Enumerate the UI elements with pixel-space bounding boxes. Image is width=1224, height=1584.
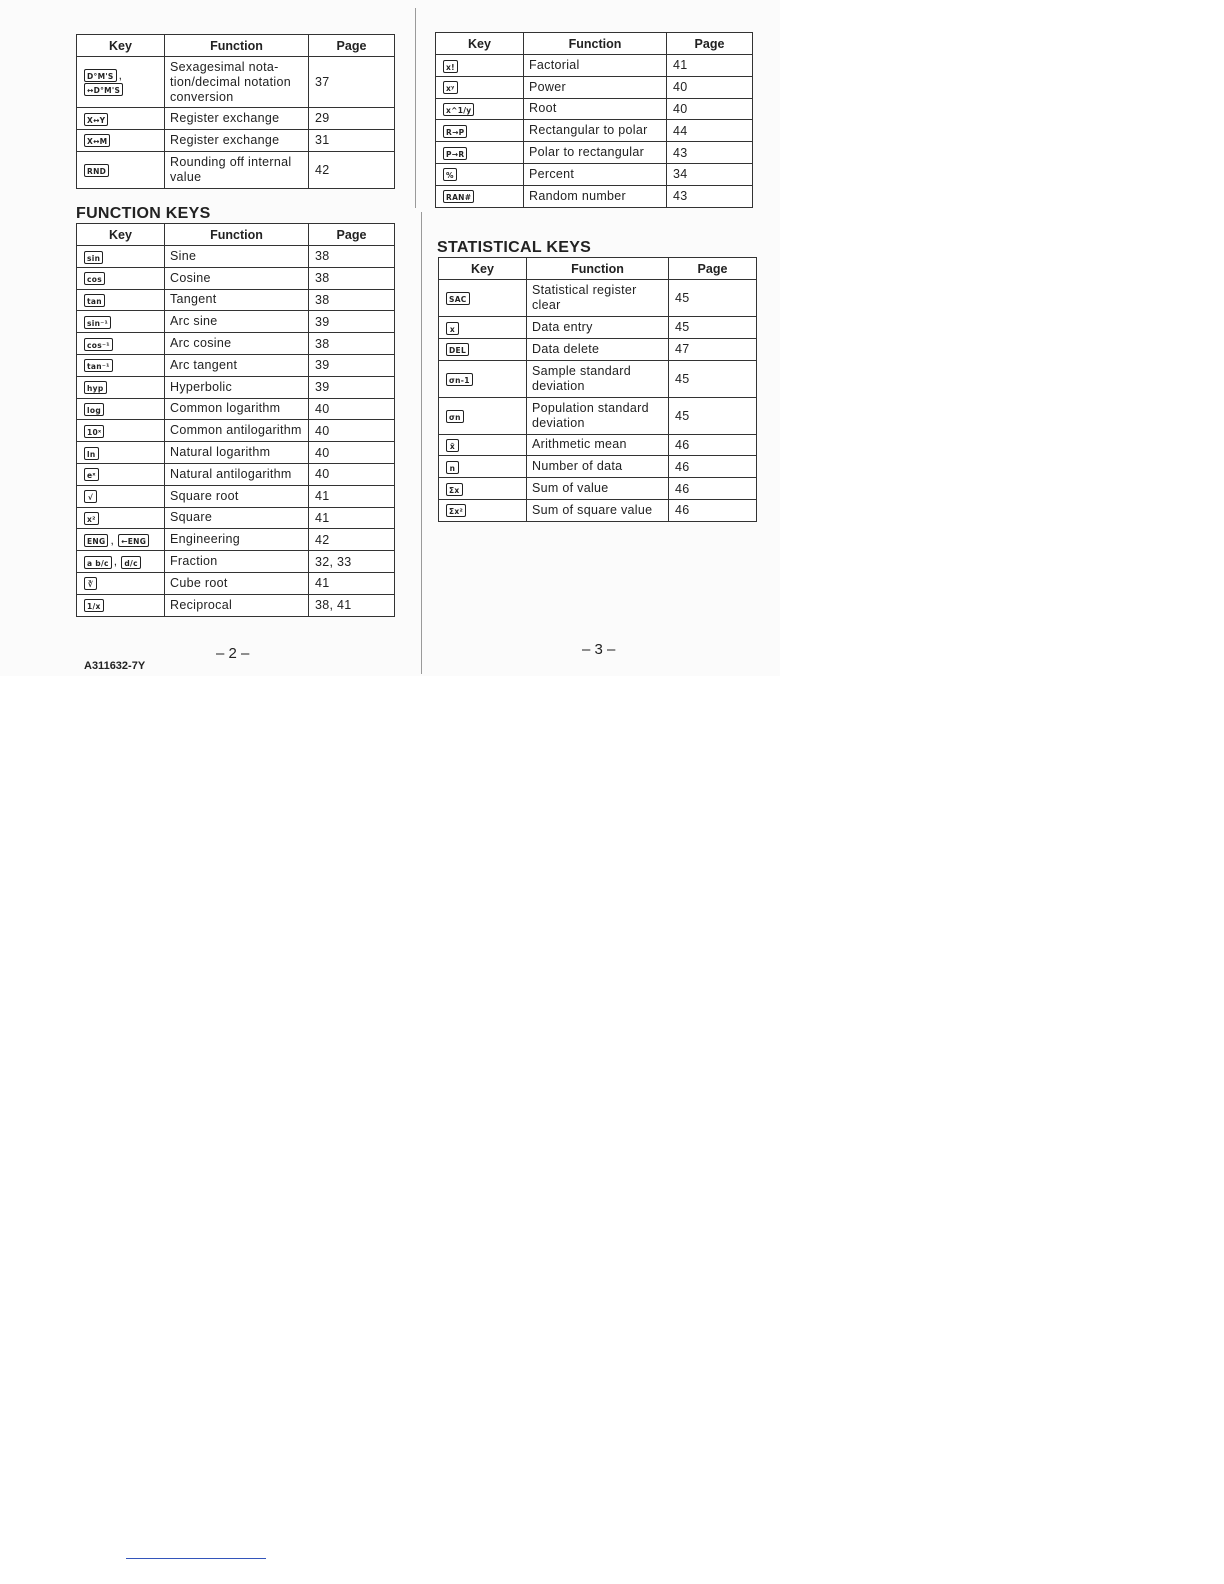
function-cell: Rectangular to polar xyxy=(524,120,667,142)
calculator-key-icon: tan xyxy=(84,294,105,307)
function-cell: Register exchange xyxy=(165,129,309,151)
function-cell: Percent xyxy=(524,163,667,185)
table-row xyxy=(77,108,395,130)
key-cell xyxy=(439,338,527,360)
key-cell xyxy=(439,280,527,317)
page-cell: 46 xyxy=(669,478,757,500)
function-cell: Arc sine xyxy=(165,311,309,333)
column-header-function: Function xyxy=(165,224,309,246)
key-cell xyxy=(439,456,527,478)
key-cell xyxy=(439,397,527,434)
table-row xyxy=(77,333,395,355)
key-cell xyxy=(77,485,165,507)
calculator-key-icon: a b/c xyxy=(84,556,112,569)
calculator-key-icon: σn xyxy=(446,410,464,423)
function-cell: Sexagesimal nota-tion/decimal notation conversion xyxy=(165,57,309,108)
calculator-key-icon: RND xyxy=(84,164,109,177)
page-cell: 45 xyxy=(669,397,757,434)
calculator-key-icon: % xyxy=(443,168,457,181)
page-cell: 43 xyxy=(667,185,753,207)
key-cell xyxy=(77,594,165,616)
function-cell: Sample standard deviation xyxy=(527,360,669,397)
key-cell xyxy=(77,442,165,464)
key-cell xyxy=(77,529,165,551)
key-cell xyxy=(439,434,527,456)
footer-rule xyxy=(126,1558,266,1559)
page-cell: 41 xyxy=(309,572,395,594)
page-cell: 41 xyxy=(309,507,395,529)
function-cell: Sine xyxy=(165,246,309,268)
calculator-key-icon: x xyxy=(446,322,459,335)
column-header-key: Key xyxy=(77,35,165,57)
calculator-key-icon: n xyxy=(446,461,459,474)
key-separator: , xyxy=(113,554,118,569)
table-row xyxy=(77,398,395,420)
function-cell: Data entry xyxy=(527,317,669,339)
key-cell xyxy=(439,478,527,500)
column-header-page: Page xyxy=(309,224,395,246)
function-cell: Arc tangent xyxy=(165,354,309,376)
table-row xyxy=(436,185,753,207)
column-header-page: Page xyxy=(309,35,395,57)
table-row xyxy=(77,572,395,594)
function-cell: Square xyxy=(165,507,309,529)
function-cell: Square root xyxy=(165,485,309,507)
calculator-key-icon: xʸ xyxy=(443,81,458,94)
calculator-key-icon: P→R xyxy=(443,147,467,160)
page-cell: 40 xyxy=(667,76,753,98)
table-row xyxy=(77,463,395,485)
page-cell: 46 xyxy=(669,499,757,521)
calculator-key-icon: X↔Y xyxy=(84,113,108,126)
page-cell: 39 xyxy=(309,354,395,376)
page-cell: 38 xyxy=(309,333,395,355)
page-divider-upper xyxy=(415,8,416,208)
key-separator: , xyxy=(118,67,123,82)
calculator-key-icon: D°M'S xyxy=(84,69,117,82)
table-header-row xyxy=(77,35,395,57)
calculator-key-icon: ln xyxy=(84,447,99,460)
function-cell: Cube root xyxy=(165,572,309,594)
column-header-key: Key xyxy=(77,224,165,246)
function-cell: Natural antilogarithm xyxy=(165,463,309,485)
calculator-key-icon: tan⁻¹ xyxy=(84,359,113,372)
page-cell: 34 xyxy=(667,163,753,185)
calculator-key-icon: R→P xyxy=(443,125,467,138)
key-cell xyxy=(77,354,165,376)
function-cell: Root xyxy=(524,98,667,120)
function-cell: Engineering xyxy=(165,529,309,551)
key-cell xyxy=(436,120,524,142)
function-cell: Hyperbolic xyxy=(165,376,309,398)
page-cell: 42 xyxy=(309,529,395,551)
table-row xyxy=(77,529,395,551)
key-cell xyxy=(77,267,165,289)
table-row xyxy=(439,456,757,478)
function-cell: Common logarithm xyxy=(165,398,309,420)
calculator-key-icon: sin⁻¹ xyxy=(84,316,111,329)
key-cell xyxy=(436,98,524,120)
statistical-keys-heading: STATISTICAL KEYS xyxy=(437,239,592,256)
right-key-table xyxy=(435,32,753,208)
table-row xyxy=(436,142,753,164)
column-header-function: Function xyxy=(524,33,667,55)
function-cell: Random number xyxy=(524,185,667,207)
page-cell: 40 xyxy=(309,420,395,442)
page-cell: 41 xyxy=(667,55,753,77)
page-cell: 40 xyxy=(309,398,395,420)
function-keys-table xyxy=(76,223,395,617)
calculator-key-icon: DEL xyxy=(446,343,469,356)
calculator-key-icon: x^1/y xyxy=(443,103,474,116)
key-cell xyxy=(77,129,165,151)
key-cell xyxy=(77,398,165,420)
key-separator: , xyxy=(110,532,115,547)
table-row xyxy=(77,442,395,464)
page-number-right: – 3 – xyxy=(582,641,616,658)
function-cell: Reciprocal xyxy=(165,594,309,616)
page-cell: 39 xyxy=(309,376,395,398)
key-cell xyxy=(436,163,524,185)
table-row xyxy=(77,354,395,376)
key-cell xyxy=(77,57,165,108)
calculator-key-icon: 1/x xyxy=(84,599,104,612)
calculator-key-icon: eˣ xyxy=(84,468,99,481)
calculator-key-icon: ∛ xyxy=(84,577,97,590)
table-row xyxy=(77,551,395,573)
key-cell xyxy=(77,246,165,268)
page-cell: 46 xyxy=(669,434,757,456)
table-row xyxy=(439,499,757,521)
table-row xyxy=(77,376,395,398)
column-header-page: Page xyxy=(669,258,757,280)
table-row xyxy=(77,594,395,616)
calculator-key-icon: hyp xyxy=(84,381,107,394)
table-header-row xyxy=(439,258,757,280)
table-row xyxy=(77,311,395,333)
function-cell: Natural logarithm xyxy=(165,442,309,464)
page-cell: 31 xyxy=(309,129,395,151)
table-row xyxy=(439,338,757,360)
scanned-manual-spread xyxy=(0,0,780,676)
table-row xyxy=(77,485,395,507)
statistical-keys-table xyxy=(438,257,757,522)
page-cell: 29 xyxy=(309,108,395,130)
page-cell: 38 xyxy=(309,289,395,311)
calculator-key-icon: X↔M xyxy=(84,134,110,147)
page-divider-lower xyxy=(421,212,422,674)
page-cell: 40 xyxy=(309,442,395,464)
function-cell: Statistical register clear xyxy=(527,280,669,317)
function-cell: Arithmetic mean xyxy=(527,434,669,456)
table-row xyxy=(436,55,753,77)
page-cell: 38 xyxy=(309,246,395,268)
page-cell: 38 xyxy=(309,267,395,289)
calculator-key-icon: RAN# xyxy=(443,190,474,203)
left-key-table xyxy=(76,34,395,189)
table-row xyxy=(77,151,395,188)
page-cell: 45 xyxy=(669,360,757,397)
key-cell xyxy=(77,463,165,485)
calculator-key-icon: Σx xyxy=(446,483,463,496)
function-cell: Polar to rectangular xyxy=(524,142,667,164)
column-header-key: Key xyxy=(436,33,524,55)
function-keys-heading: FUNCTION KEYS xyxy=(76,205,211,222)
calculator-key-icon: ↔D°M'S xyxy=(84,83,123,96)
key-cell xyxy=(436,185,524,207)
page-cell: 43 xyxy=(667,142,753,164)
page-cell: 40 xyxy=(667,98,753,120)
function-cell: Power xyxy=(524,76,667,98)
calculator-key-icon: cos xyxy=(84,272,105,285)
function-cell: Fraction xyxy=(165,551,309,573)
column-header-function: Function xyxy=(165,35,309,57)
key-cell xyxy=(77,311,165,333)
function-cell: Tangent xyxy=(165,289,309,311)
document-code: A311632-7Y xyxy=(84,660,146,672)
calculator-key-icon: d/c xyxy=(121,556,140,569)
table-row xyxy=(436,98,753,120)
table-row xyxy=(439,434,757,456)
page-cell: 46 xyxy=(669,456,757,478)
table-row xyxy=(439,317,757,339)
table-row xyxy=(436,120,753,142)
table-row xyxy=(77,246,395,268)
function-cell: Population standard deviation xyxy=(527,397,669,434)
page-cell: 42 xyxy=(309,151,395,188)
column-header-page: Page xyxy=(667,33,753,55)
key-cell xyxy=(436,76,524,98)
page-cell: 45 xyxy=(669,280,757,317)
table-row xyxy=(77,57,395,108)
table-row xyxy=(77,507,395,529)
key-cell xyxy=(77,108,165,130)
page-cell: 32, 33 xyxy=(309,551,395,573)
function-cell: Cosine xyxy=(165,267,309,289)
key-cell xyxy=(77,420,165,442)
function-cell: Register exchange xyxy=(165,108,309,130)
column-header-function: Function xyxy=(527,258,669,280)
key-cell xyxy=(436,142,524,164)
key-cell xyxy=(77,507,165,529)
calculator-key-icon: SAC xyxy=(446,292,470,305)
key-cell xyxy=(77,551,165,573)
table-row xyxy=(77,129,395,151)
calculator-key-icon: x² xyxy=(84,512,99,525)
column-header-key: Key xyxy=(439,258,527,280)
page-cell: 47 xyxy=(669,338,757,360)
table-row xyxy=(439,397,757,434)
page-cell: 37 xyxy=(309,57,395,108)
page-cell: 39 xyxy=(309,311,395,333)
key-cell xyxy=(77,333,165,355)
calculator-key-icon: log xyxy=(84,403,104,416)
page-number-left: – 2 – xyxy=(216,645,250,662)
calculator-key-icon: ←ENG xyxy=(118,534,149,547)
table-row xyxy=(439,478,757,500)
table-row xyxy=(77,267,395,289)
function-cell: Rounding off internal value xyxy=(165,151,309,188)
table-row xyxy=(436,76,753,98)
calculator-key-icon: x̄ xyxy=(446,439,459,452)
key-cell xyxy=(77,151,165,188)
table-row xyxy=(436,163,753,185)
page-cell: 44 xyxy=(667,120,753,142)
key-cell xyxy=(436,55,524,77)
table-row xyxy=(77,289,395,311)
calculator-key-icon: cos⁻¹ xyxy=(84,338,113,351)
function-cell: Arc cosine xyxy=(165,333,309,355)
page-cell: 41 xyxy=(309,485,395,507)
calculator-key-icon: ENG xyxy=(84,534,108,547)
calculator-key-icon: √ xyxy=(84,490,97,503)
page-cell: 40 xyxy=(309,463,395,485)
table-row xyxy=(77,420,395,442)
table-header-row xyxy=(436,33,753,55)
key-cell xyxy=(439,499,527,521)
table-header-row xyxy=(77,224,395,246)
function-cell: Factorial xyxy=(524,55,667,77)
function-cell: Sum of value xyxy=(527,478,669,500)
calculator-key-icon: Σx² xyxy=(446,504,466,517)
calculator-key-icon: sin xyxy=(84,251,103,264)
key-cell xyxy=(439,360,527,397)
calculator-key-icon: 10ˣ xyxy=(84,425,104,438)
function-cell: Sum of square value xyxy=(527,499,669,521)
table-row xyxy=(439,280,757,317)
function-cell: Number of data xyxy=(527,456,669,478)
page-cell: 45 xyxy=(669,317,757,339)
calculator-key-icon: x! xyxy=(443,60,458,73)
key-cell xyxy=(77,289,165,311)
function-cell: Common antilogarithm xyxy=(165,420,309,442)
table-row xyxy=(439,360,757,397)
key-cell xyxy=(77,572,165,594)
calculator-key-icon: σn-1 xyxy=(446,373,473,386)
key-cell xyxy=(439,317,527,339)
key-cell xyxy=(77,376,165,398)
function-cell: Data delete xyxy=(527,338,669,360)
page-cell: 38, 41 xyxy=(309,594,395,616)
